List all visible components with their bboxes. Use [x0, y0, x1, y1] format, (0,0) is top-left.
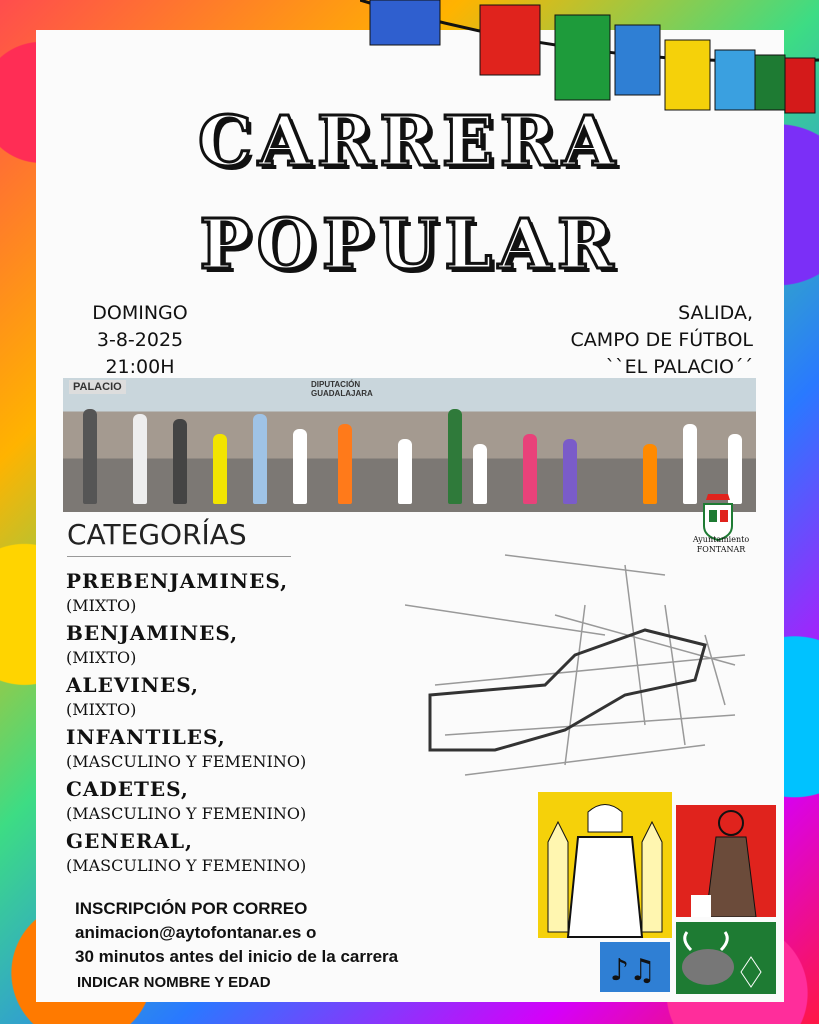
runner [173, 419, 187, 504]
category-item [66, 672, 396, 721]
shirt-yellow [665, 40, 710, 110]
event-date: 3-8-2025 [96, 329, 184, 351]
runner [83, 409, 97, 504]
shirt-green [555, 15, 610, 100]
title-line-2: POPULAR [199, 205, 620, 285]
category-item [66, 568, 396, 617]
start-line-3: ``EL PALACIO´´ [605, 356, 753, 378]
event-day: DOMINGO [92, 302, 188, 324]
runner [473, 444, 487, 504]
categories-heading: CATEGORÍAS [67, 518, 247, 551]
photo-sign-palacio: PALACIO [69, 380, 126, 394]
category-detail: (MASCULINO Y FEMENINO) [66, 752, 307, 771]
photo-sign-diputacion: DIPUTACIÓN [311, 380, 361, 389]
category-detail: (MASCULINO Y FEMENINO) [66, 804, 307, 823]
shirt-cyan [715, 50, 755, 110]
category-name: CADETES, [66, 777, 189, 801]
category-list [66, 568, 396, 880]
runner [398, 439, 412, 504]
category-item [66, 776, 396, 825]
category-detail: (MIXTO) [66, 648, 137, 667]
runner [213, 434, 227, 504]
registration-email: animacion@aytofontanar.es o [75, 923, 317, 942]
category-name: PREBENJAMINES, [66, 569, 289, 593]
council-line-1: Ayuntamiento [692, 535, 750, 544]
shirt-blue [370, 0, 440, 45]
category-name: ALEVINES, [66, 673, 199, 697]
music-notes-icon [600, 942, 670, 992]
registration-note: INDICAR NOMBRE Y EDAD [77, 974, 271, 991]
runner [683, 424, 697, 504]
category-name: GENERAL, [66, 829, 194, 853]
runners-photo [63, 378, 756, 512]
svg-text:♪♫: ♪♫ [610, 953, 657, 988]
saint-figure-art [538, 792, 672, 938]
registration-line-1: INSCRIPCIÓN POR CORREO [75, 899, 308, 918]
photo-sign-guadalajara: GUADALAJARA [311, 389, 373, 398]
runner [523, 434, 537, 504]
runner [293, 429, 307, 504]
category-detail: (MIXTO) [66, 596, 137, 615]
saint-roque-art [676, 805, 776, 917]
category-item [66, 620, 396, 669]
start-location [453, 300, 753, 381]
runner [563, 439, 577, 504]
runner [338, 424, 352, 504]
category-detail: (MASCULINO Y FEMENINO) [66, 856, 307, 875]
category-name: BENJAMINES, [66, 621, 239, 645]
council-line-2: FONTANAR [696, 545, 746, 554]
category-name: INFANTILES, [66, 725, 226, 749]
category-item [66, 724, 396, 773]
category-detail: (MIXTO) [66, 700, 137, 719]
event-time: 21:00H [105, 356, 175, 378]
runner [448, 409, 462, 504]
runner [253, 414, 267, 504]
runner [643, 444, 657, 504]
event-datetime [70, 300, 210, 381]
start-line-2: CAMPO DE FÚTBOL [570, 329, 753, 351]
route-map [405, 545, 750, 780]
start-line-1: SALIDA, [678, 302, 753, 324]
registration-block [75, 897, 398, 969]
registration-line-3: 30 minutos antes del inicio de la carrera [75, 947, 399, 966]
bull-art [676, 922, 776, 994]
shirt-blue-2 [615, 25, 660, 95]
category-item [66, 828, 396, 877]
title-line-1: CARRERA [197, 102, 621, 182]
runner [133, 414, 147, 504]
route-path [430, 630, 705, 750]
shirt-red [480, 5, 540, 75]
categories-divider [67, 556, 291, 557]
